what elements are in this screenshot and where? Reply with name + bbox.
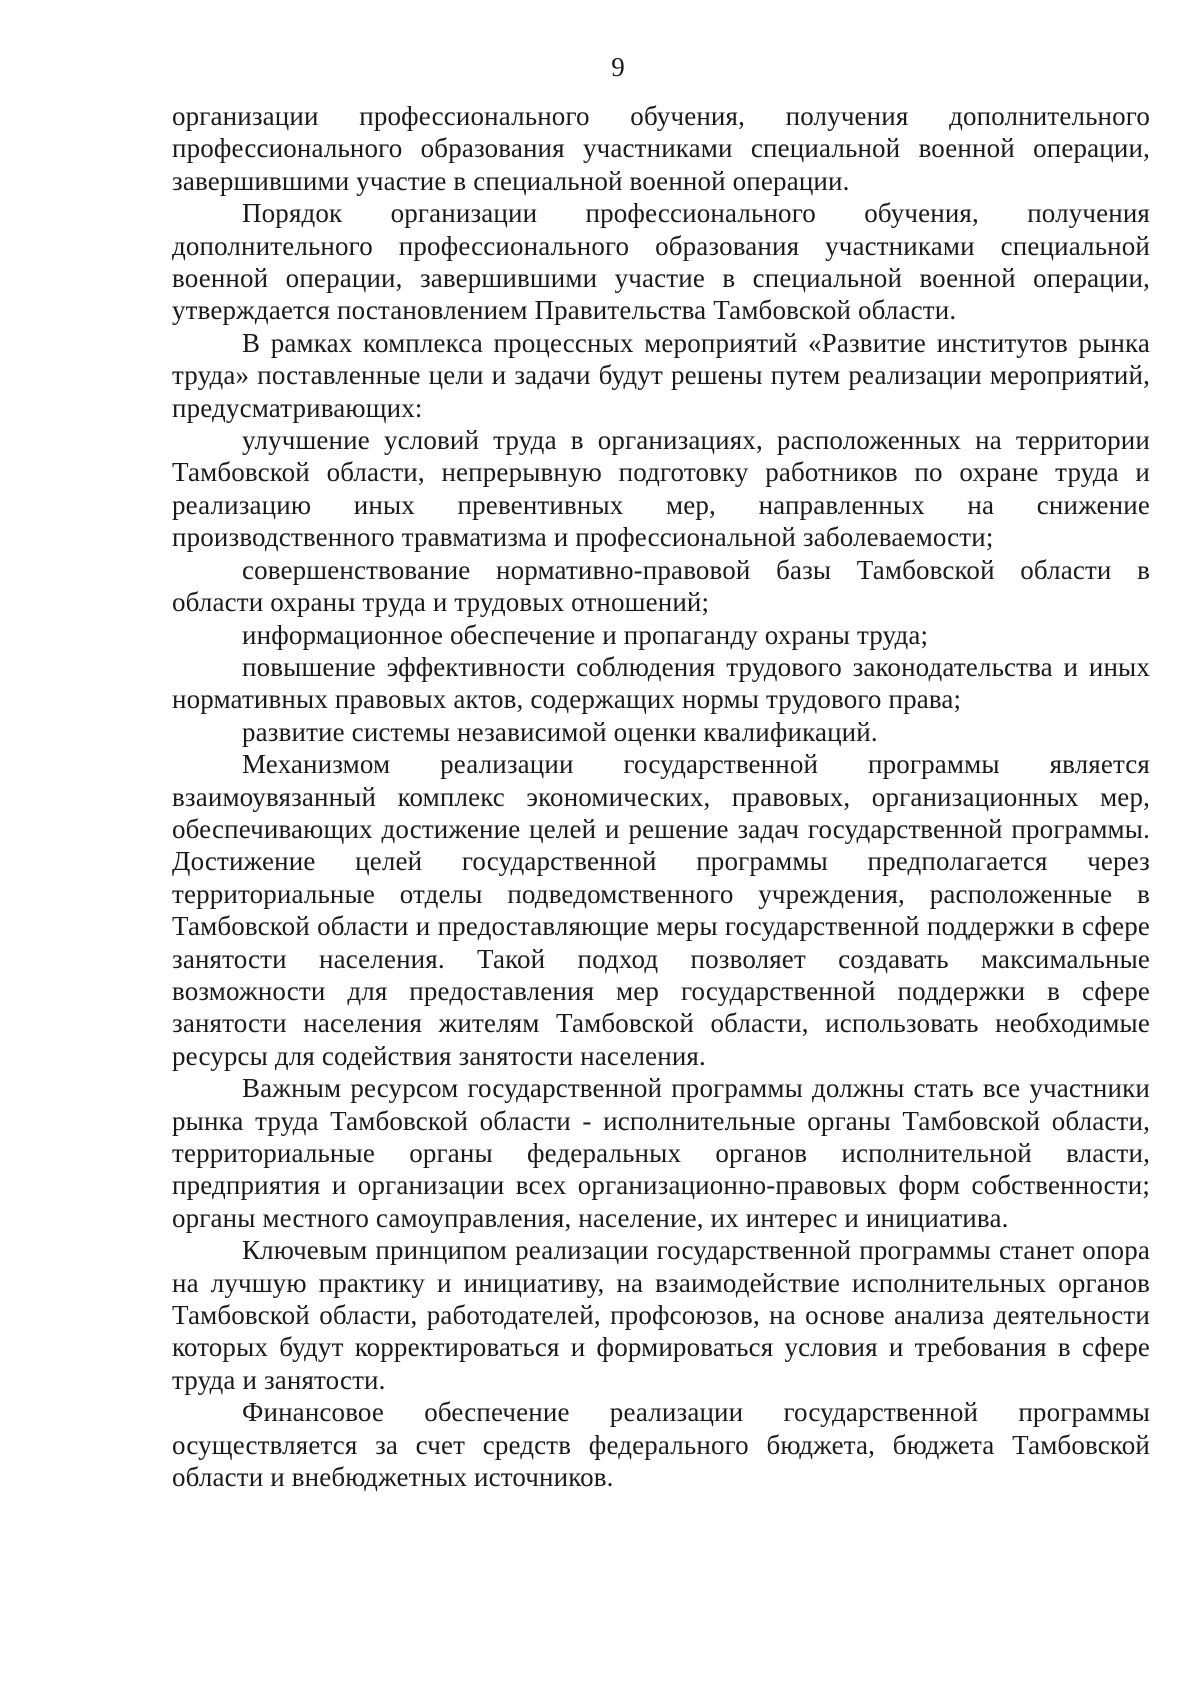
list-item-qualification-assessment: развитие системы независимой оценки квалификаций. <box>242 716 878 747</box>
document-body <box>172 100 1150 1493</box>
paragraph-financial-support: Финансовое обеспечение реализации государственной программы осуществляется за счет средств федерального бюджета, бюджета Тамбовской области и внебюджетных источников. <box>172 1397 1150 1493</box>
paragraph-order-approval: Порядок организации профессионального обучения, получения дополнительного профессионального образования участниками специальной военной операции, завершившими участие в специальной военной операции, утверждается постановлением Правительства Тамбовской области. <box>172 198 1150 326</box>
list-item-compliance-efficiency: повышение эффективности соблюдения трудового законодательства и иных нормативных правовых актов, содержащих нормы трудового права; <box>172 651 1150 715</box>
page-number: 9 <box>611 52 625 82</box>
list-item-regulatory-base: совершенствование нормативно-правовой базы Тамбовской области в области охраны труда и трудовых отношений; <box>172 554 1150 618</box>
list-item-working-conditions: улучшение условий труда в организациях, расположенных на территории Тамбовской области, непрерывную подготовку работников по охране труда и реализацию иных превентивных мер, направленных на снижение производственного травматизма и профессиональной заболеваемости; <box>172 425 1150 553</box>
paragraph-continuation: организации профессионального обучения, получения дополнительного профессионального образования участниками специальной военной операции, завершившими участие в специальной военной операции. <box>172 101 1150 196</box>
paragraph-process-measures: В рамках комплекса процессных мероприятий «Развитие институтов рынка труда» поставленные цели и задачи будут решены путем реализации мероприятий, предусматривающих: <box>172 327 1150 423</box>
list-item-information-support: информационное обеспечение и пропаганду охраны труда; <box>242 619 929 650</box>
paragraph-implementation-mechanism: Механизмом реализации государственной программы является взаимоувязанный комплекс экономических, правовых, организационных мер, обеспечивающих достижение целей и решение задач государственной программы. Достижение целей государственной программы предполагается через территориальные отделы подведомственного учреждения, расположенные в Тамбовской области и предоставляющие меры государственной поддержки в сфере занятости населения. Такой подход позволяет создавать максимальные возможности для предоставления мер государственной поддержки в сфере занятости населения жителям Тамбовской области, использовать необходимые ресурсы для содействия занятости населения. <box>172 749 1150 1071</box>
paragraph-important-resource: Важным ресурсом государственной программы должны стать все участники рынка труда Тамбовской области - исполнительные органы Тамбовской области, территориальные органы федеральных органов исполнительной власти, предприятия и организации всех организационно-правовых форм собственности; органы местного самоуправления, население, их интерес и инициатива. <box>172 1073 1150 1233</box>
paragraph-key-principle: Ключевым принципом реализации государственной программы станет опора на лучшую практику и инициативу, на взаимодействие исполнительных органов Тамбовской области, работодателей, профсоюзов, на основе анализа деятельности которых будут корректироваться и формироваться условия и требования в сфере труда и занятости. <box>172 1235 1150 1395</box>
